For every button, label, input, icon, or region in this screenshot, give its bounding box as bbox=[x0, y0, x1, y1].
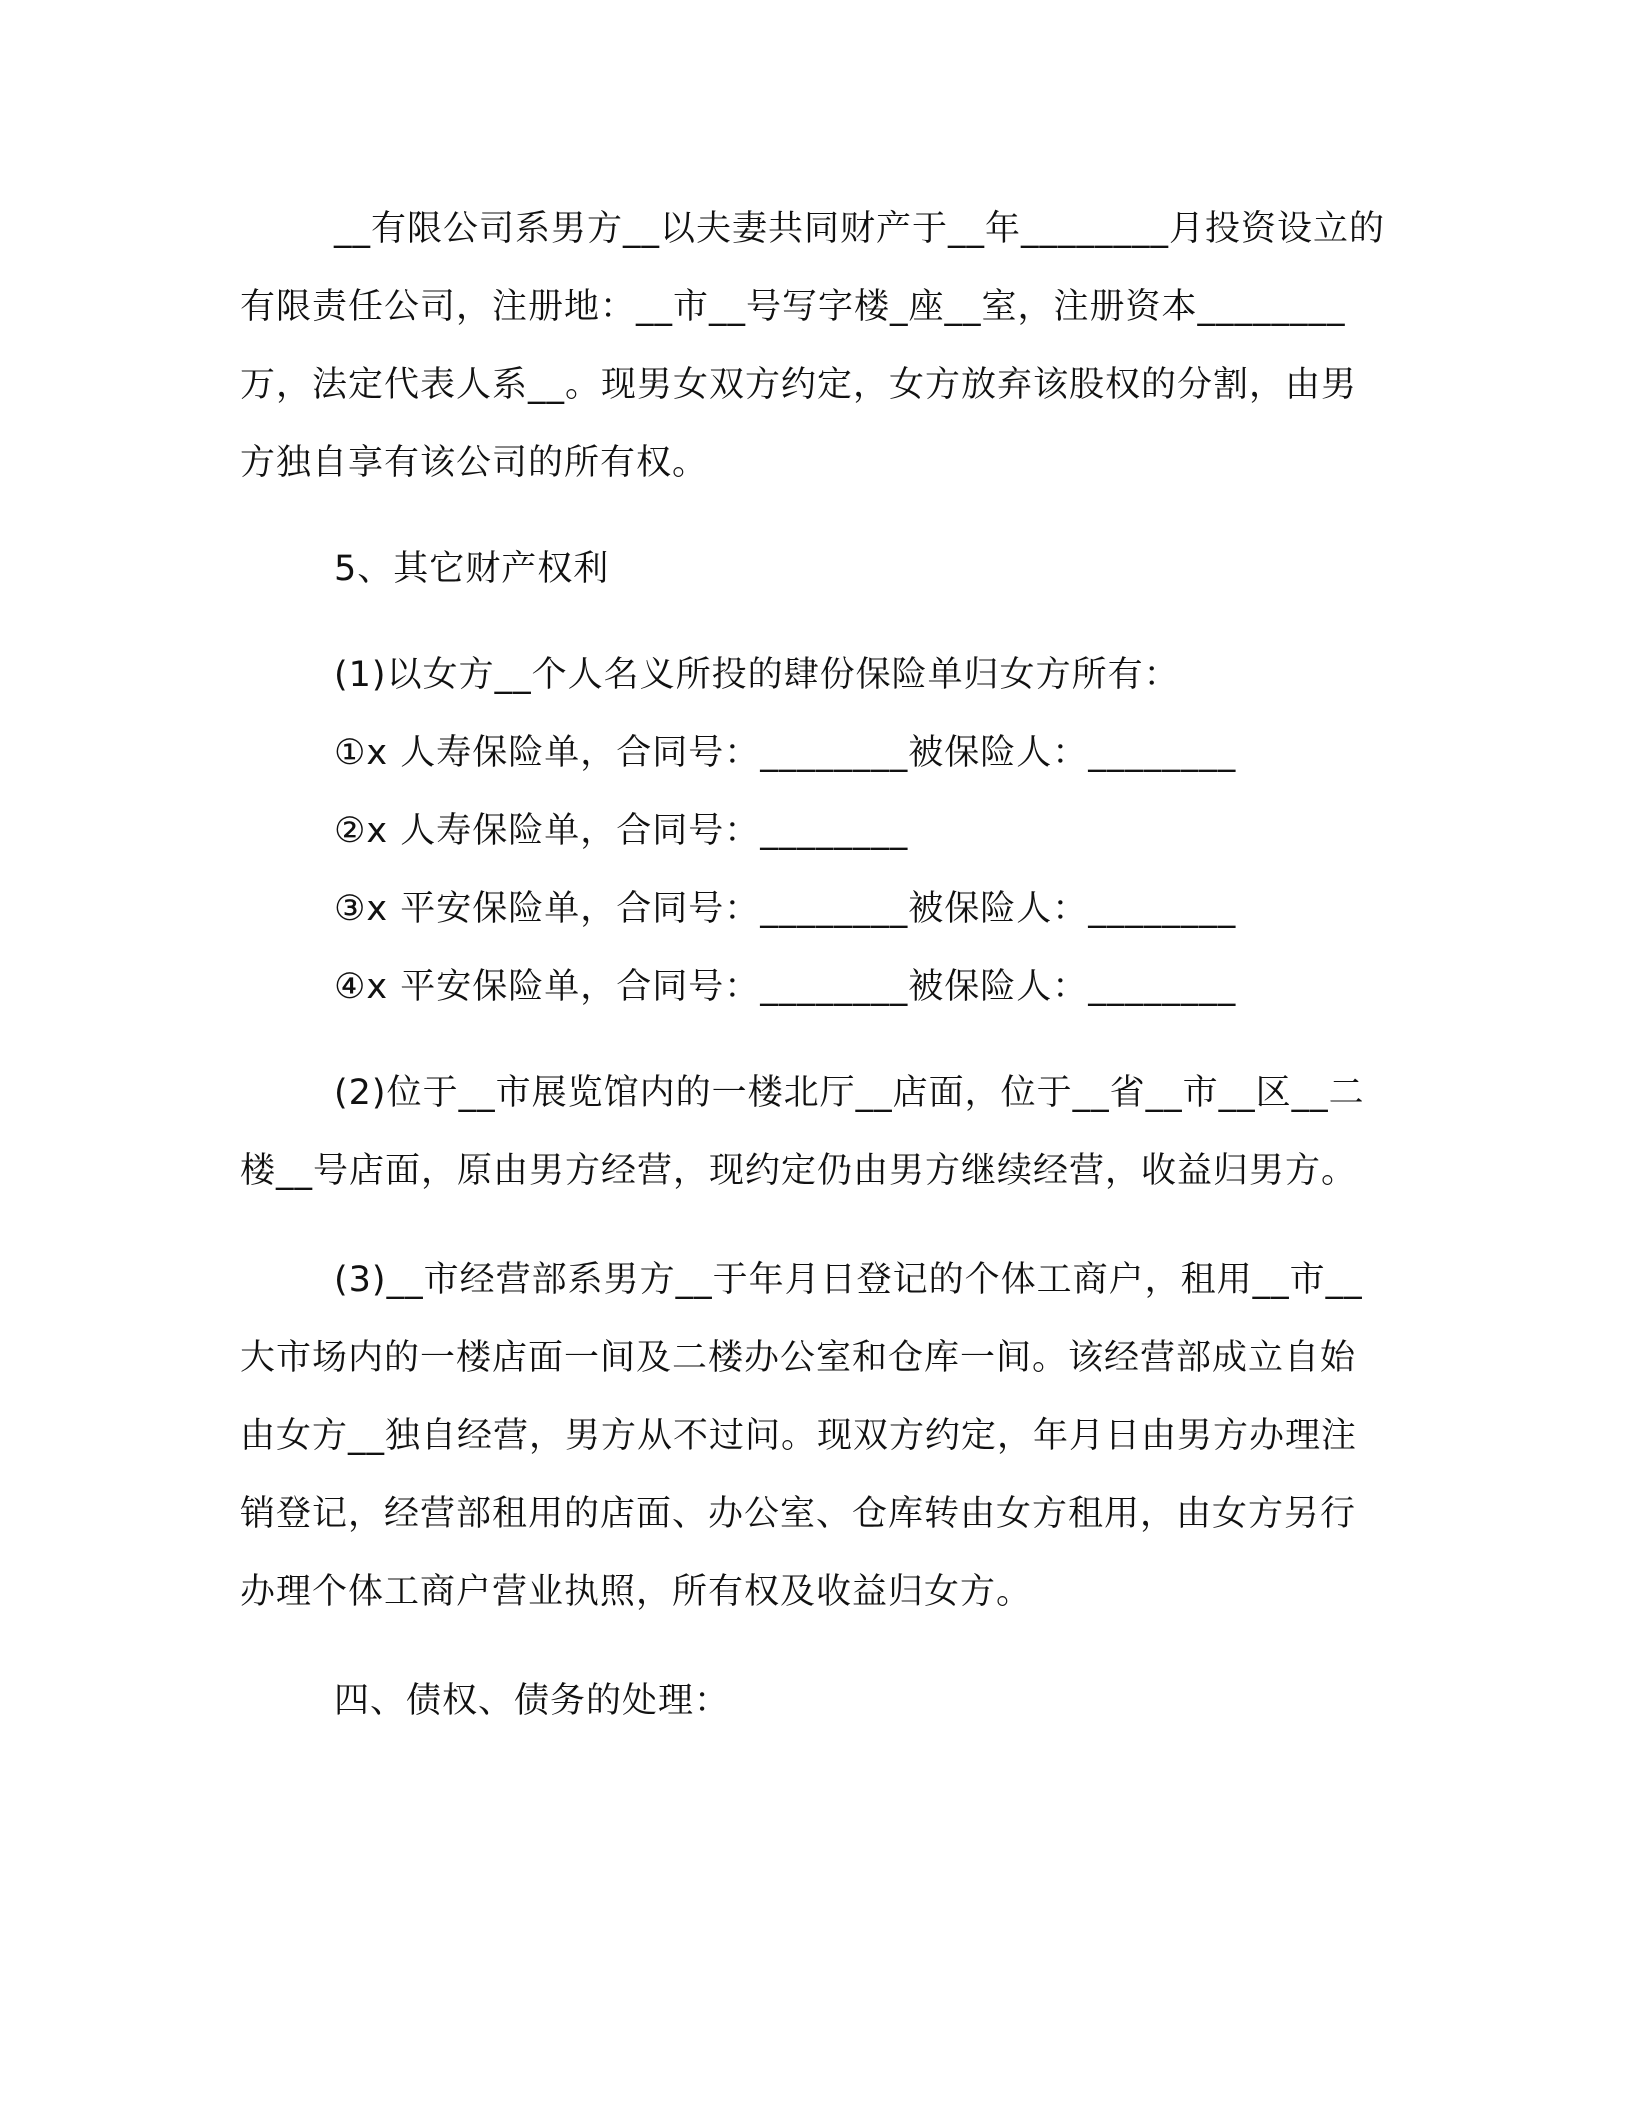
heading-other-property-rights: 5、其它财产权利 bbox=[334, 549, 610, 589]
insurance-item-2: ②x 人寿保险单，合同号：________ bbox=[334, 811, 909, 851]
insurance-item-3: ③x 平安保险单，合同号：________被保险人：________ bbox=[334, 889, 1237, 929]
paragraph-company-equity: __有限公司系男方__以夫妻共同财产于__年________月投资设立的有限责任公司，注册地：__市__号写字楼_座__室，注册资本________万，法定代表人系__。现男女双方约定，女方放弃该股权的分割，由男方独自享有该公司的所有权。 bbox=[240, 209, 1386, 483]
paragraph-storefronts: (2)位于__市展览馆内的一楼北厅__店面，位于__省__市__区__二楼__号店面，原由男方经营，现约定仍由男方继续经营，收益归男方。 bbox=[240, 1073, 1365, 1191]
heading-debts: 四、债权、债务的处理： bbox=[334, 1681, 731, 1721]
paragraph-business-department: (3)__市经营部系男方__于年月日登记的个体工商户，租用__市__大市场内的一楼店面一间及二楼办公室和仓库一间。该经营部成立自始由女方__独自经营，男方从不过问。现双方约定，年月日由男方办理注销登记，经营部租用的店面、办公室、仓库转由女方租用，由女方另行办理个体工商户营业执照，所有权及收益归女方。 bbox=[240, 1260, 1363, 1612]
insurance-item-1: ①x 人寿保险单，合同号：________被保险人：________ bbox=[334, 733, 1237, 773]
document-page bbox=[240, 190, 1390, 1740]
paragraph-insurance-policies: (1)以女方__个人名义所投的肆份保险单归女方所有： bbox=[334, 655, 1180, 695]
insurance-item-4: ④x 平安保险单，合同号：________被保险人：________ bbox=[334, 967, 1237, 1007]
